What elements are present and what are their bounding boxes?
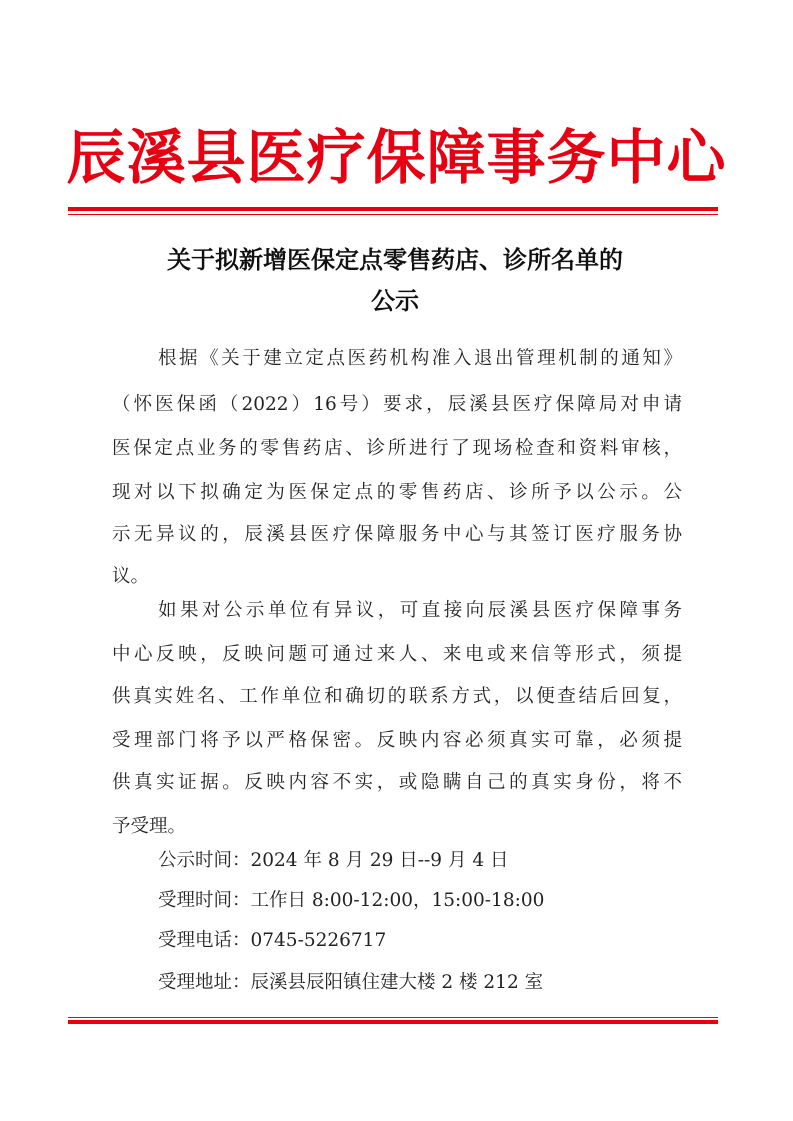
paragraph-1-line: （怀医保函（2022）16号）要求，辰溪县医疗保障局对申请 (112, 394, 682, 415)
paragraph-1-line: 现对以下拟确定为医保定点的零售药店、诊所予以公示。公 (112, 482, 682, 503)
paragraph-1-line: 医保定点业务的零售药店、诊所进行了现场检查和资料审核， (112, 438, 682, 459)
document-title-line-2: 公示 (371, 287, 419, 315)
header-rule-thick (68, 207, 718, 211)
document-title-line-1: 关于拟新增医保定点零售药店、诊所名单的 (167, 246, 623, 274)
paragraph-2-line: 受理部门将予以严格保密。反映内容必须真实可靠，必须提 (112, 730, 682, 751)
paragraph-1-line: 议。 (112, 566, 150, 587)
acceptance-phone: 受理电话：0745-5226717 (158, 930, 387, 951)
paragraph-2-line: 如果对公示单位有异议，可直接向辰溪县医疗保障事务 (158, 600, 682, 621)
paragraph-2-line: 供真实证据。反映内容不实，或隐瞒自己的真实身份，将不 (112, 772, 682, 793)
acceptance-hours: 受理时间：工作日 8:00-12:00，15:00-18:00 (158, 890, 545, 911)
publicity-period: 公示时间：2024 年 8 月 29 日--9 月 4 日 (158, 850, 509, 871)
paragraph-2-line: 中心反映，反映问题可通过来人、来电或来信等形式，须提 (112, 644, 682, 665)
footer-rule-thick (68, 1020, 718, 1024)
paragraph-2-line: 予受理。 (112, 816, 187, 837)
paragraph-1-line: 示无异议的，辰溪县医疗保障服务中心与其签订医疗服务协 (112, 524, 682, 545)
acceptance-address: 受理地址：辰溪县辰阳镇住建大楼 2 楼 212 室 (158, 972, 544, 993)
org-header-title: 辰溪县医疗保障事务中心 (66, 123, 727, 192)
paragraph-2-line: 供真实姓名、工作单位和确切的联系方式，以便查结后回复， (112, 686, 682, 707)
paragraph-1-line: 根据《关于建立定点医药机构准入退出管理机制的通知》 (158, 348, 682, 369)
footer-rule-thin (68, 1017, 718, 1018)
header-rule-thin (68, 214, 718, 215)
